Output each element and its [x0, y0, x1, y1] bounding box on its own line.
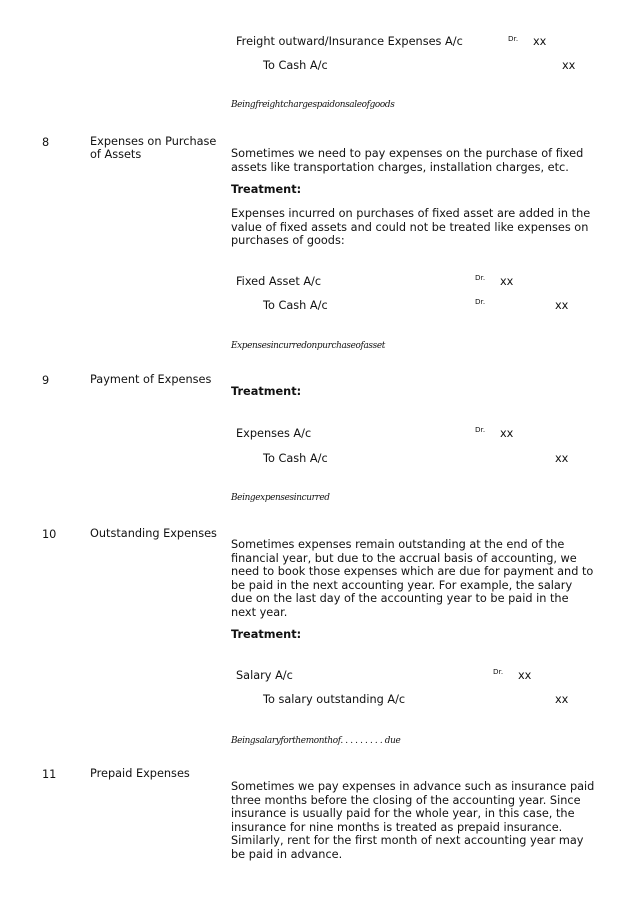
debit-marker: Dr.: [508, 34, 519, 43]
row-number: 11: [42, 768, 57, 781]
journal-credit-account: To Cash A/c: [263, 59, 328, 72]
journal-debit-account: Fixed Asset A/c: [236, 275, 322, 288]
debit-marker: Dr.: [475, 273, 486, 282]
treatment-text: Expenses incurred on purchases of fixed asset are added in the value of fixed assets and could not be treated like expenses on purchases of goods:: [231, 207, 591, 248]
credit-marker: Dr.: [475, 297, 486, 306]
journal-narration: Expensesincurredonpurchaseofasset: [231, 341, 385, 351]
journal-debit-account: Freight outward/Insurance Expenses A/c: [236, 35, 463, 48]
credit-amount: xx: [555, 452, 569, 465]
debit-amount: xx: [533, 35, 547, 48]
row-description: Sometimes expenses remain outstanding at the end of the financial year, but due to the accrual basis of accounting, we need to book those expenses which are due for payment and to be paid in the next accounting year. For example, the salary due on the last day of the accounting year to be paid in the next year.: [231, 538, 594, 619]
debit-amount: xx: [500, 275, 514, 288]
journal-debit-account: Salary A/c: [236, 669, 293, 682]
journal-narration: Beingsalaryforthemonthof. . . . . . . . . due: [231, 736, 401, 746]
debit-marker: Dr.: [493, 667, 504, 676]
row-description: Sometimes we pay expenses in advance such as insurance paid three months before the closing of the accounting year. Since insurance is usually paid for the whole year, in this case, the insurance for nine months is treated as prepaid insurance. Similarly, rent for the first month of next accounting year may be paid in advance.: [231, 780, 595, 861]
credit-amount: xx: [555, 299, 569, 312]
treatment-heading: Treatment:: [231, 385, 302, 398]
row-topic: Prepaid Expenses: [90, 767, 190, 780]
row-description: Sometimes we need to pay expenses on the purchase of fixed assets like transportation charges, installation charges, etc.: [231, 147, 584, 174]
journal-credit-account: To Cash A/c: [263, 452, 328, 465]
treatment-heading: Treatment:: [231, 183, 302, 196]
journal-credit-account: To Cash A/c: [263, 299, 328, 312]
row-topic: Expenses on Purchase of Assets: [90, 135, 217, 161]
credit-amount: xx: [555, 693, 569, 706]
journal-narration: Beingexpensesincurred: [231, 493, 330, 503]
journal-credit-account: To salary outstanding A/c: [263, 693, 406, 706]
row-number: 8: [42, 136, 50, 149]
treatment-heading: Treatment:: [231, 628, 302, 641]
row-topic: Outstanding Expenses: [90, 527, 217, 540]
credit-amount: xx: [562, 59, 576, 72]
journal-debit-account: Expenses A/c: [236, 427, 312, 440]
row-number: 10: [42, 528, 57, 541]
debit-amount: xx: [518, 669, 532, 682]
row-topic: Payment of Expenses: [90, 373, 212, 386]
row-number: 9: [42, 374, 50, 387]
debit-amount: xx: [500, 427, 514, 440]
debit-marker: Dr.: [475, 425, 486, 434]
journal-narration: Beingfreightchargespaidonsaleofgoods: [231, 100, 395, 110]
